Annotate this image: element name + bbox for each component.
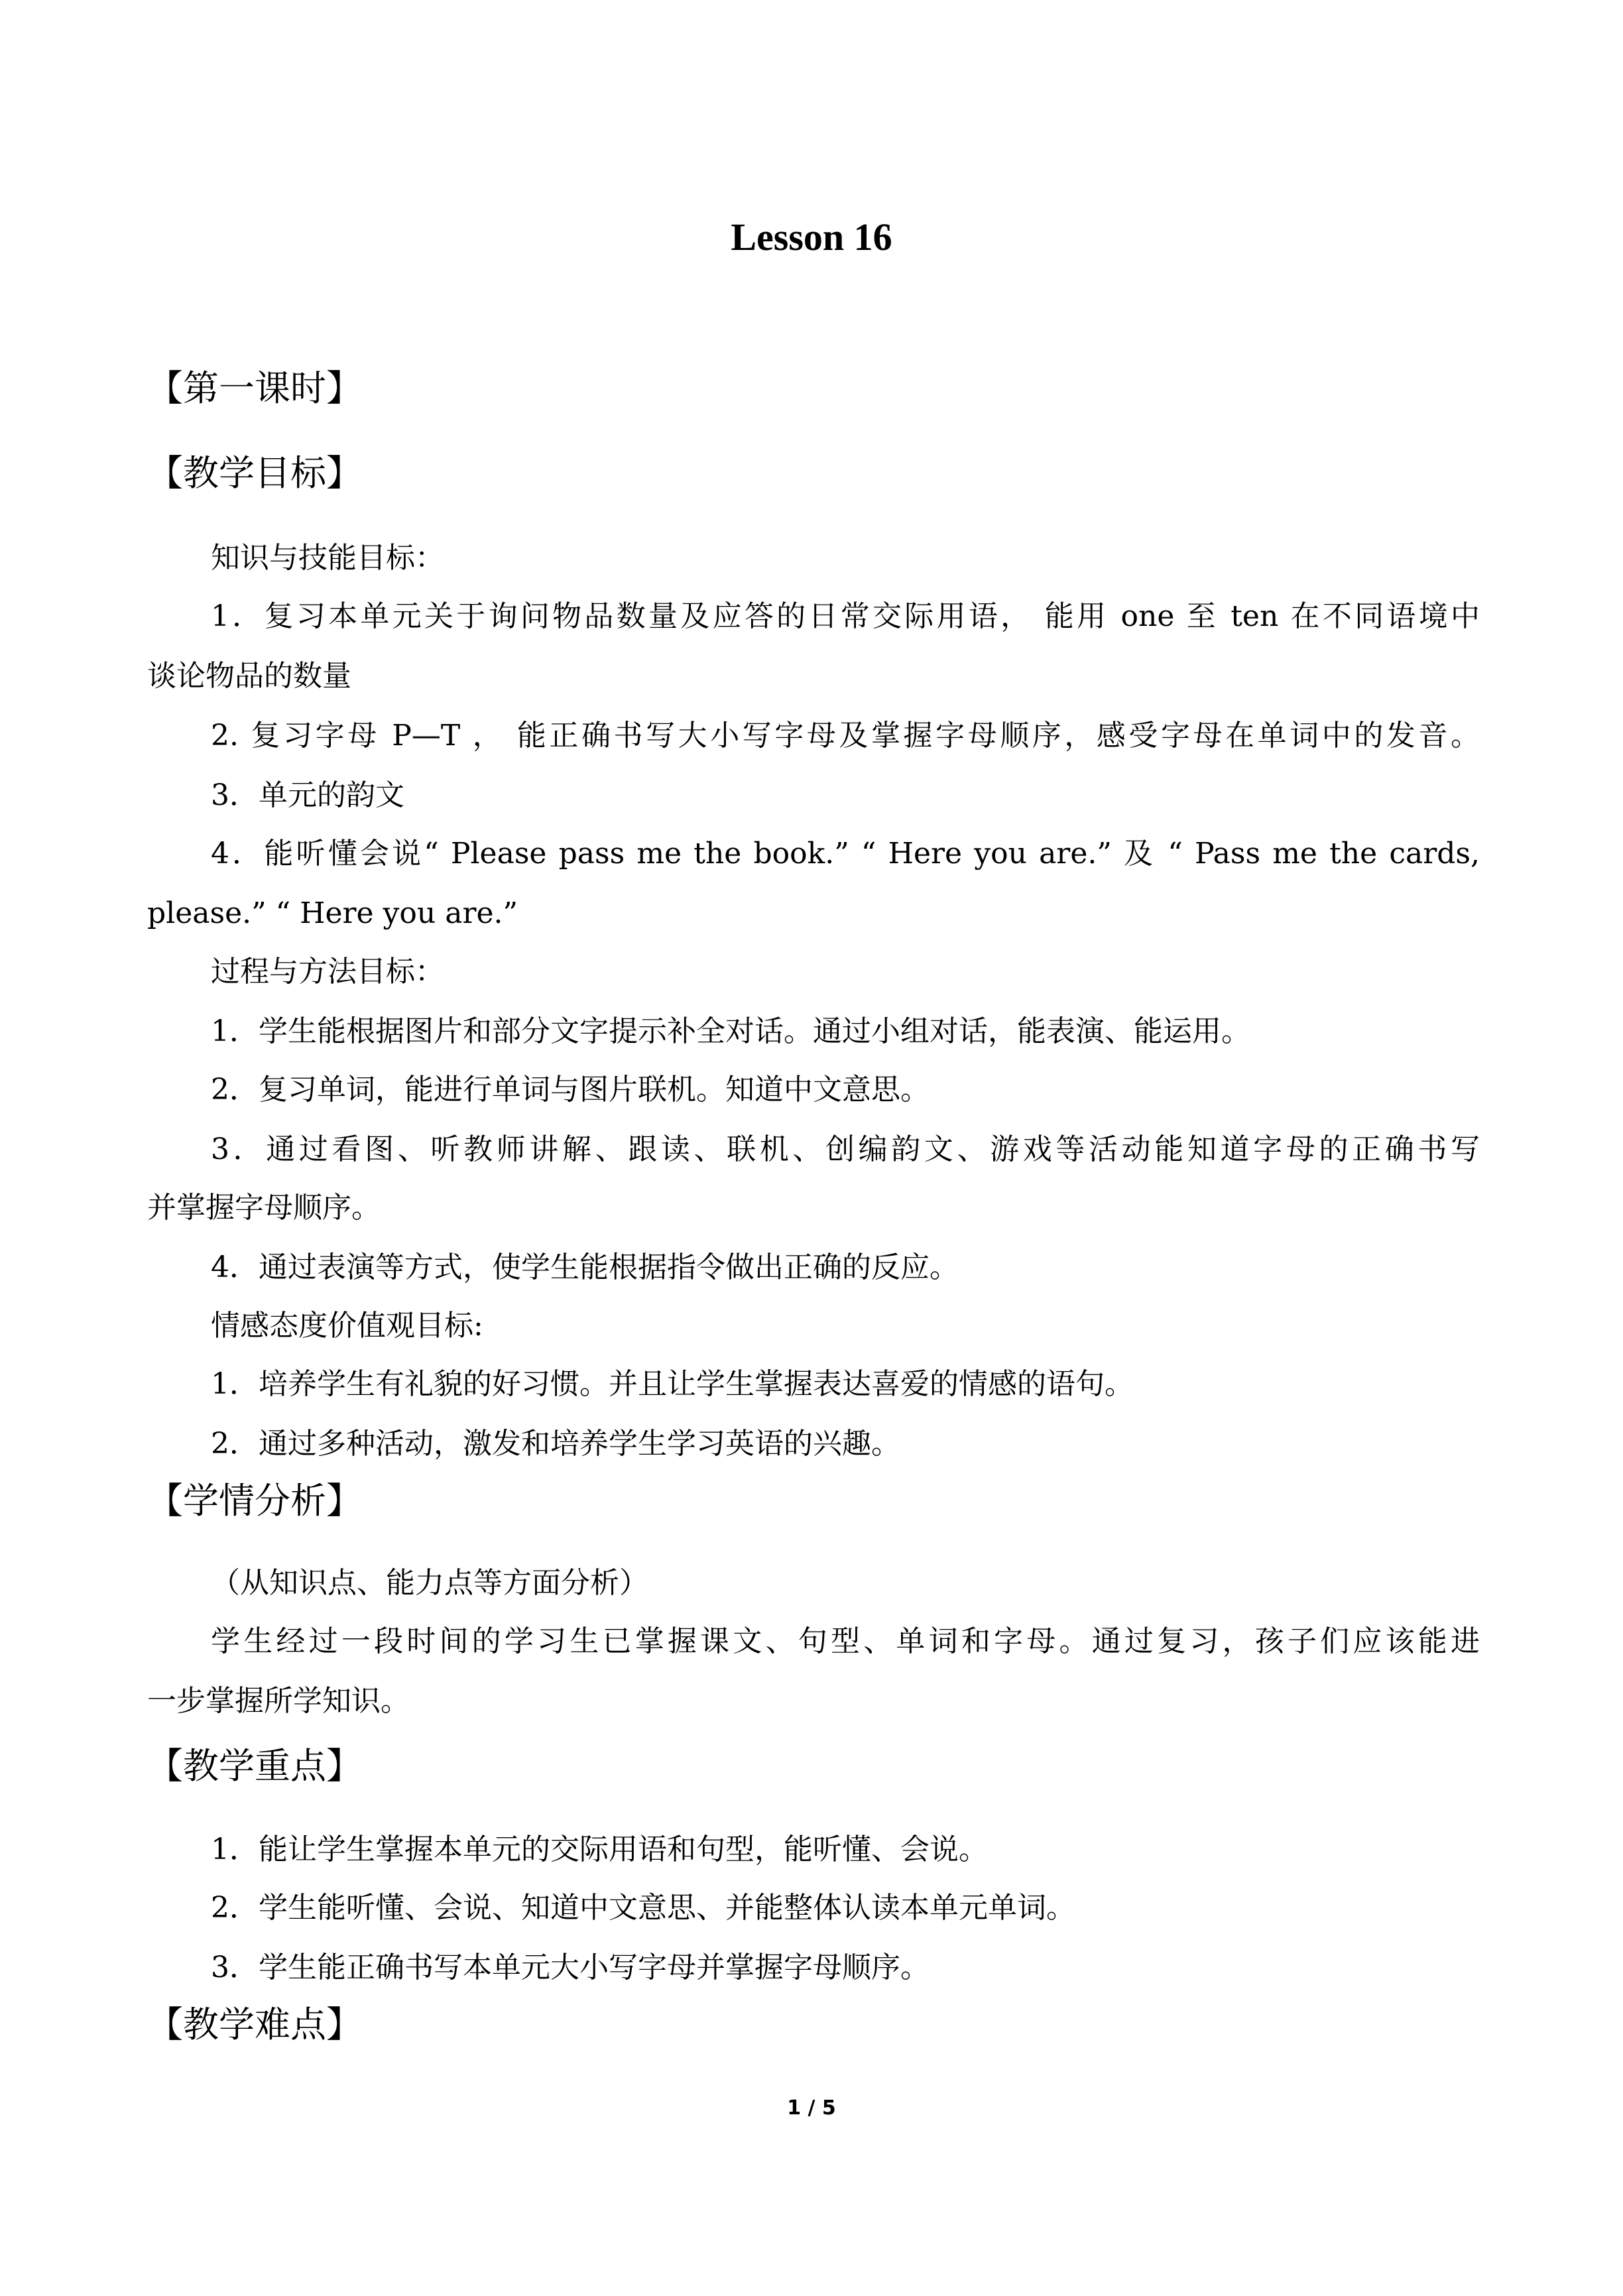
objective-k1-line1: 1．复习本单元关于询问物品数量及应答的日常交际用语， 能用 one 至 ten 在不同语境中: [211, 599, 1480, 633]
objective-p4: 4．通过表演等方式，使学生能根据指令做出正确的反应。: [211, 1250, 959, 1284]
analysis-text-line2: 一步掌握所学知识。: [147, 1684, 410, 1718]
key-point-1: 1．能让学生掌握本单元的交际用语和句型，能听懂、会说。: [211, 1833, 988, 1866]
objective-k1-line2: 谈论物品的数量: [147, 659, 351, 693]
process-label: 过程与方法目标：: [211, 955, 444, 989]
objective-p3-line2: 并掌握字母顺序。: [147, 1191, 381, 1225]
objective-e1: 1．培养学生有礼貌的好习惯。并且让学生掌握表达喜爱的情感的语句。: [211, 1367, 1134, 1401]
analysis-text-line1: 学生经过一段时间的学习生已掌握课文、句型、单词和字母。通过复习，孩子们应该能进: [211, 1624, 1480, 1658]
key-point-3: 3．学生能正确书写本单元大小写字母并掌握字母顺序。: [211, 1951, 930, 1984]
objective-p2: 2．复习单词，能进行单词与图片联机。知道中文意思。: [211, 1073, 930, 1107]
page-number: 1 / 5: [787, 2096, 836, 2120]
section-heading-difficulties: 【教学难点】: [147, 2004, 362, 2045]
objective-k2: 2. 复习字母 P—T ， 能正确书写大小写字母及掌握字母顺序，感受字母在单词中的发音。: [211, 719, 1480, 753]
page-title: Lesson 16: [731, 215, 892, 259]
objective-p3-line1: 3．通过看图、听教师讲解、跟读、联机、创编韵文、游戏等活动能知道字母的正确书写: [211, 1132, 1480, 1166]
objective-k3: 3．单元的韵文: [211, 778, 404, 812]
objective-k4-line1: 4．能听懂会说“ Please pass me the book.” “ Here you are.” 及 “ Pass me the cards,: [211, 837, 1480, 871]
objective-k4-line2: please.” “ Here you are.”: [147, 896, 518, 930]
objective-p1: 1．学生能根据图片和部分文字提示补全对话。通过小组对话，能表演、能运用。: [211, 1014, 1250, 1048]
analysis-note: （从知识点、能力点等方面分析）: [211, 1566, 648, 1600]
objective-e2: 2．通过多种活动，激发和培养学生学习英语的兴趣。: [211, 1427, 900, 1461]
section-heading-analysis: 【学情分析】: [147, 1480, 362, 1522]
section-heading-objectives: 【教学目标】: [147, 452, 362, 494]
knowledge-label: 知识与技能目标：: [211, 541, 444, 575]
emotion-label: 情感态度价值观目标:: [211, 1309, 483, 1343]
key-point-2: 2．学生能听懂、会说、知道中文意思、并能整体认读本单元单词。: [211, 1891, 1075, 1925]
section-heading-key-points: 【教学重点】: [147, 1745, 362, 1787]
section-heading-period: 【第一课时】: [147, 367, 362, 409]
